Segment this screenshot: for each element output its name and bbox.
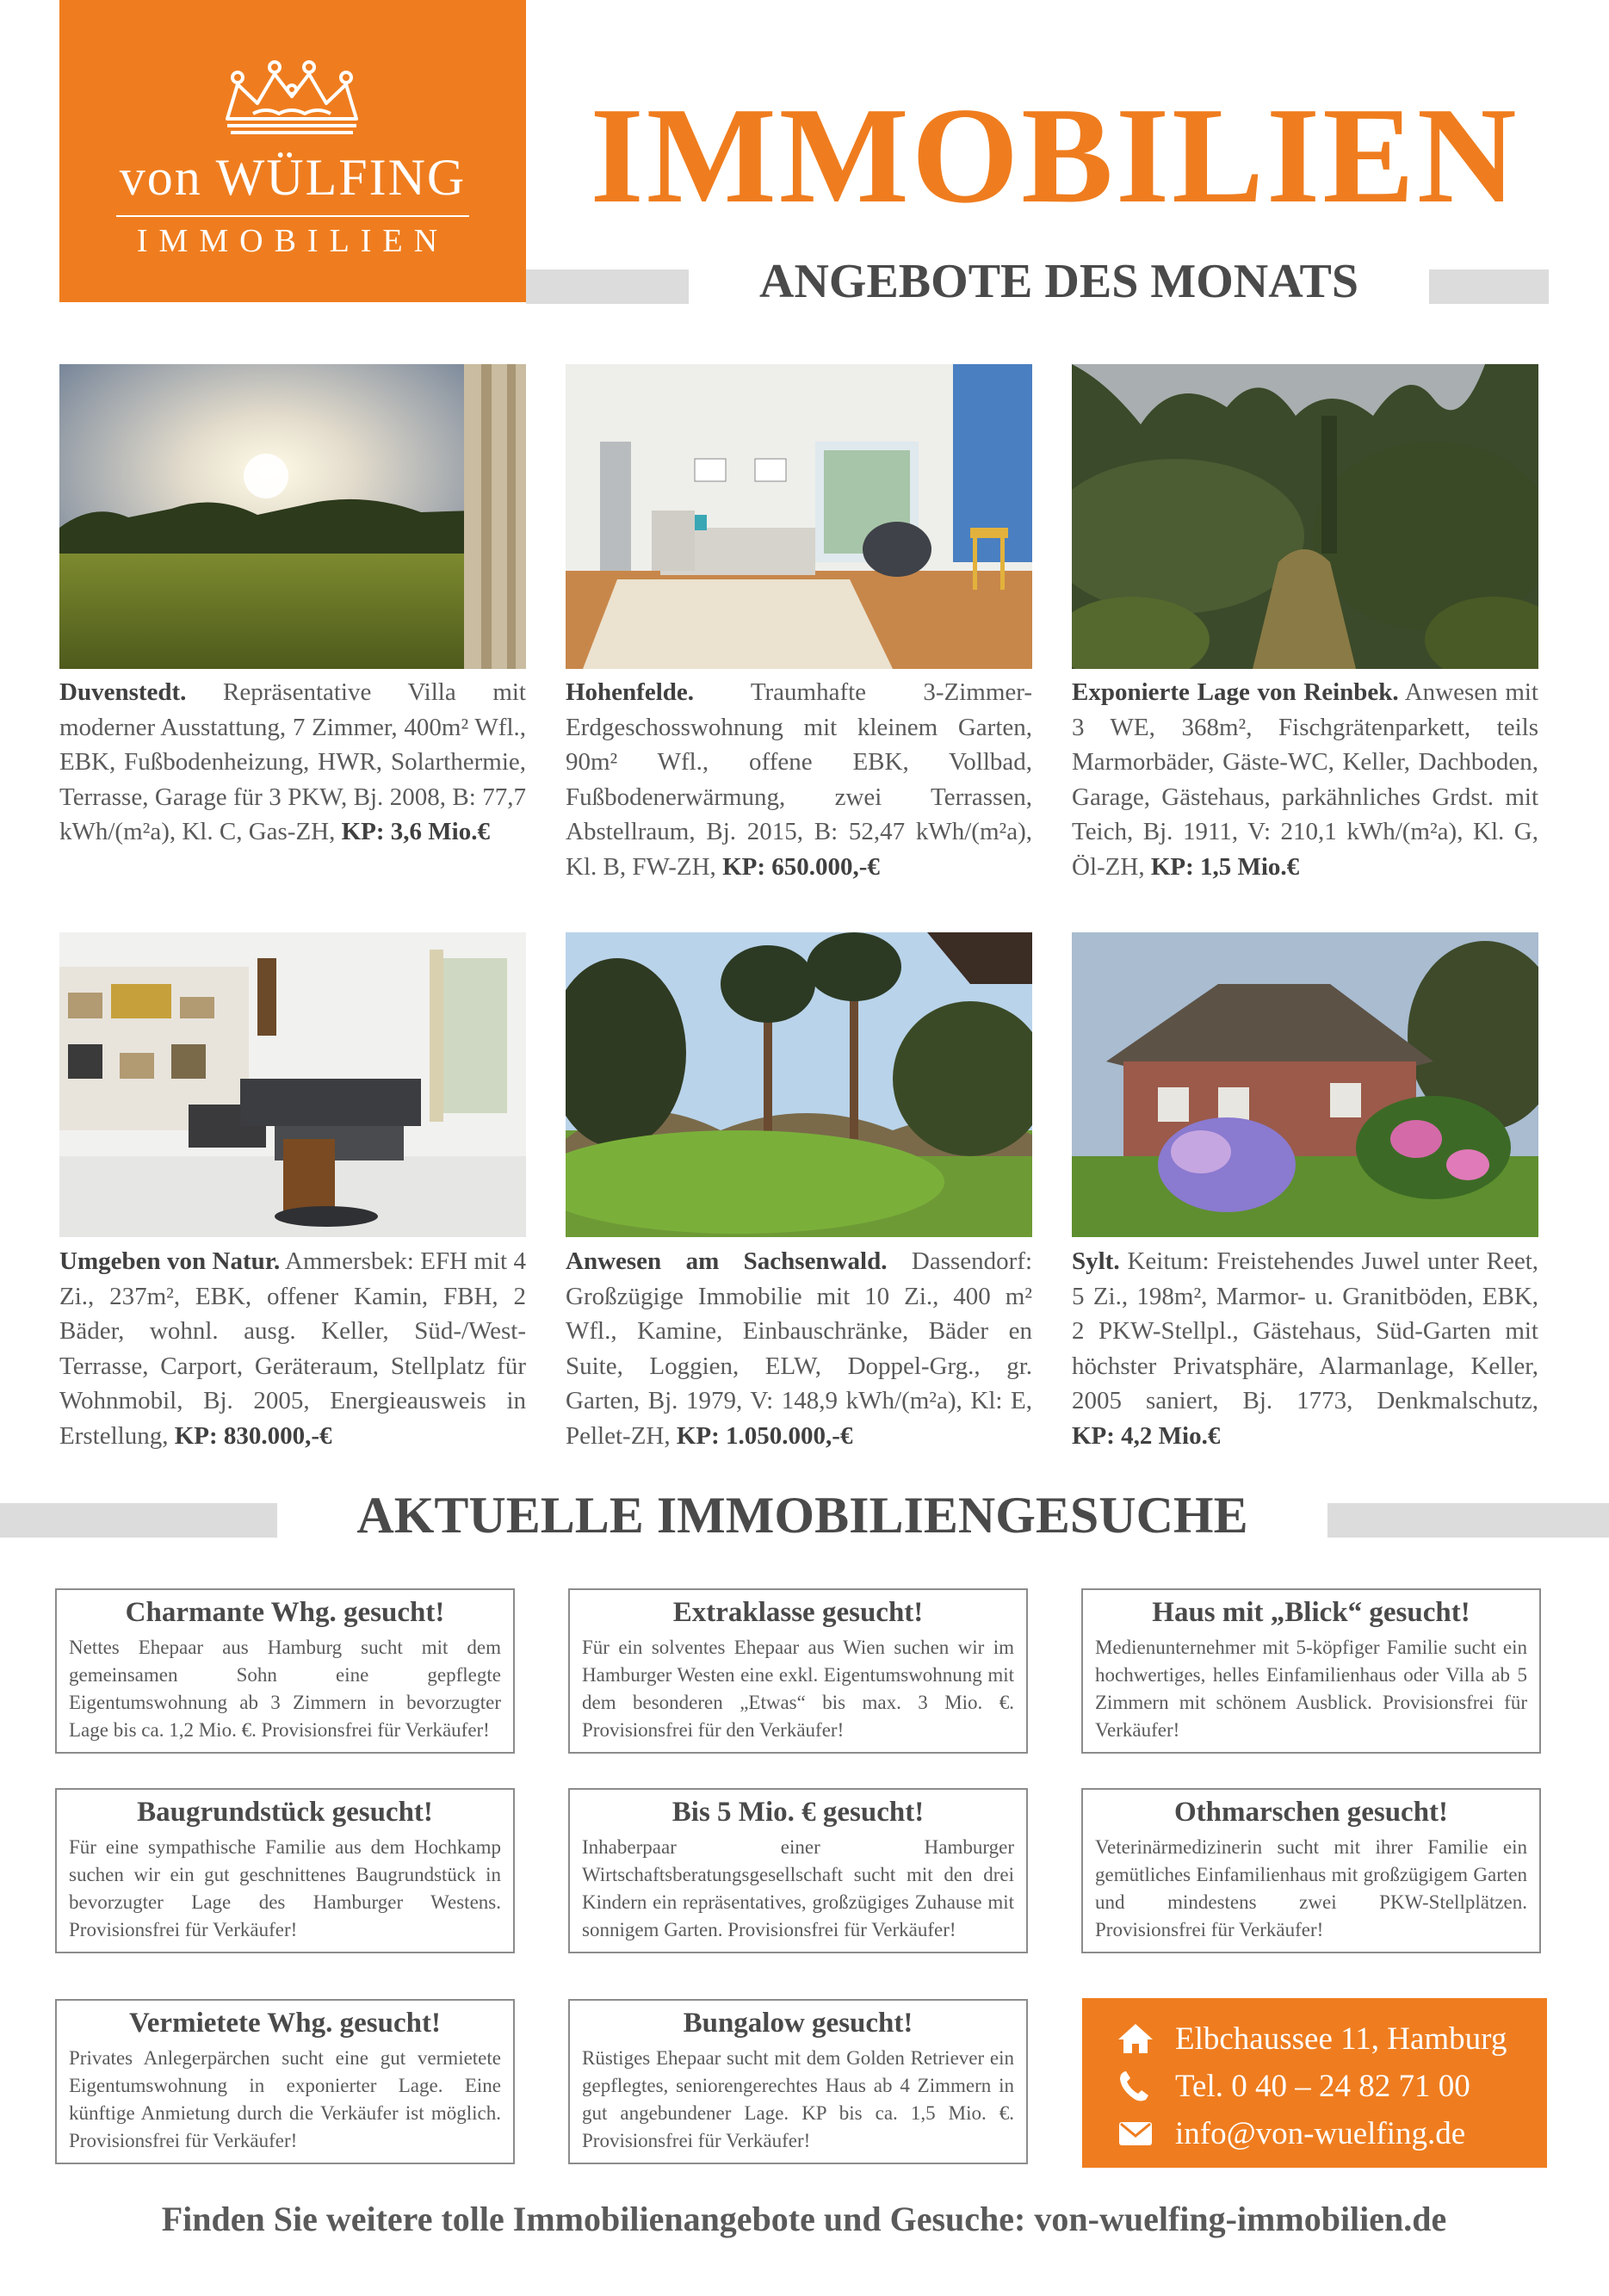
logo-divider: [116, 215, 469, 217]
photo-forest-garden[interactable]: [566, 932, 1032, 1237]
address-text: Elbchaussee 11, Hamburg: [1175, 2021, 1507, 2057]
request-card: [1081, 1788, 1541, 1953]
section-title-offers: ANGEBOTE DES MONATS: [689, 254, 1429, 309]
request-title: Extraklasse gesucht!: [672, 1597, 924, 1628]
offer-text: Repräsentative Villa mit moderner Ausstattung, 7 Zimmer, 400m² Wfl., EBK, Fußbodenheizung, HWR, Solarthermie, Terrasse, Garage für 3 PKW, Bj. 2008, B: 77,7 kWh/(m²a), Kl. C, Gas-ZH,: [59, 678, 526, 845]
offer-place: Hohenfelde.: [566, 678, 695, 706]
offer-text: Anwesen mit 3 WE, 368m², Fischgrätenparkett, teils Marmorbäder, Gäste-WC, Keller, Dachboden, Garage, Gästehaus, parkähnliches Grdst. mit Teich, Bj. 1911, V: 210,1 kWh/(m²a), Kl. G, Öl-ZH,: [1072, 678, 1538, 881]
email-text: info@von-wuelfing.de: [1175, 2115, 1466, 2151]
request-text: Inhaberpaar einer Hamburger Wirtschaftsberatungsgesellschaft sucht mit den drei Kindern ein repräsentatives, großzügiges Zuhause mit sonnigem Garten. Provisionsfrei für Verkäufer!: [582, 1836, 1014, 1940]
brand-logo: [59, 0, 526, 302]
offer-ammersbek: [59, 1244, 526, 1453]
request-title: Vermietete Whg. gesucht!: [128, 2008, 441, 2039]
offer-price: KP: 1.050.000,-€: [676, 1421, 853, 1450]
home-icon: [1117, 2021, 1154, 2056]
request-text: Nettes Ehepaar aus Hamburg sucht mit dem gemeinsamen Sohn eine gepflegte Eigentumswohnung ab 3 Zimmern in bevorzugter Lage bis ca. 1,2 Mio. €. Provisionsfrei für Verkäufer!: [69, 1637, 501, 1741]
offer-place: Umgeben von Natur.: [59, 1247, 281, 1275]
offer-price: KP: 4,2 Mio.€: [1072, 1421, 1221, 1450]
photo-living-room[interactable]: [566, 364, 1032, 669]
request-title: Charmante Whg. gesucht!: [125, 1597, 445, 1628]
offer-price: KP: 3,6 Mio.€: [341, 818, 490, 845]
contact-email[interactable]: [1117, 2112, 1465, 2155]
request-card: [55, 1788, 515, 1953]
offer-text: Keitum: Freistehendes Juwel unter Reet, 5 Zi., 198m², Marmor- u. Granitböden, EBK, 2 PKW-Stellpl., Gästehaus, Süd-Garten mit höchster Privatsphäre, Alarmanlage, Keller, 2005 saniert, Bj. 1773, Denkmalschutz,: [1072, 1247, 1539, 1414]
brand-subtitle: IMMOBILIEN: [136, 223, 449, 259]
photo-thatched-house[interactable]: [1072, 932, 1538, 1237]
request-title: Baugrundstück gesucht!: [137, 1797, 433, 1828]
request-text: Für eine sympathische Familie aus dem Hochkamp suchen wir ein gut geschnittenes Baugrundstück in bevorzugter Lage des Hamburger Westens. Provisionsfrei für Verkäufer!: [69, 1836, 501, 1940]
offer-hohenfelde: [566, 675, 1032, 884]
request-card: [1081, 1588, 1541, 1754]
offer-place: Duvenstedt.: [59, 678, 187, 706]
request-text: Veterinärmedizinerin sucht mit ihrer Familie ein gemütliches Einfamilienhaus mit großzügigem Garten und mindestens zwei PKW-Stellplätzen. Provisionsfrei für Verkäufer!: [1095, 1836, 1527, 1940]
footer-text[interactable]: Finden Sie weitere tolle Immobilienangebote und Gesuche: von-wuelfing-immobilien.de: [161, 2200, 1447, 2238]
offer-text: Ammersbek: EFH mit 4 Zi., 237m², EBK, offener Kamin, FBH, 2 Bäder, wohnl. ausg. Keller, Süd-/West-Terrasse, Carport, Geräteraum, Stellplatz für Wohnmobil, Bj. 2005, Energieausweis in Erstellung,: [59, 1247, 526, 1450]
offer-text: Dassendorf: Großzügige Immobilie mit 10 Zi., 400 m² Wfl., Kamine, Einbauschränke, Bäder en Suite, Loggien, ELW, Doppel-Grg., gr. Garten, Bj. 1979, V: 148,9 kWh/(m²a), Kl: E, Pellet-ZH,: [566, 1247, 1033, 1450]
offer-text: Traumhafte 3-Zimmer-Erdgeschosswohnung mit kleinem Garten, 90m² Wfl., offene EBK, Vollbad, Fußbodenerwärmung, zwei Terrassen, Abstellraum, Bj. 2015, B: 52,47 kWh/(m²a), Kl. B, FW-ZH,: [566, 678, 1032, 881]
contact-address: [1117, 2017, 1507, 2060]
offer-place: Exponierte Lage von Reinbek.: [1072, 678, 1399, 706]
offer-reinbek: [1072, 675, 1538, 884]
request-card: [568, 1588, 1028, 1754]
page-headline: IMMOBILIEN: [590, 78, 1519, 232]
offer-place: Anwesen am Sachsenwald.: [566, 1247, 888, 1275]
request-text: Privates Anlegerpärchen sucht eine gut vermietete Eigentumswohnung in exponierter Lage. Eine künftige Anmietung durch die Verkäufer ist möglich. Provisionsfrei für Verkäufer!: [69, 2047, 501, 2151]
offer-price: KP: 1,5 Mio.€: [1150, 852, 1300, 881]
request-card: [568, 1788, 1028, 1953]
crown-icon: [219, 59, 365, 134]
request-title: Bis 5 Mio. € gesucht!: [671, 1797, 925, 1828]
phone-icon: [1117, 2069, 1154, 2103]
request-text: Rüstiges Ehepaar sucht mit dem Golden Retriever ein gepflegtes, seniorengerechtes Haus ab 4 Zimmern in gut angebundener Lage. KP bis ca. 1,5 Mio. €. Provisionsfrei für Verkäufer!: [582, 2047, 1014, 2151]
offer-place: Sylt.: [1072, 1247, 1120, 1275]
phone-text: Tel. 0 40 – 24 82 71 00: [1175, 2068, 1470, 2104]
contact-box: [1082, 1998, 1547, 2168]
request-card: [55, 1999, 515, 2164]
offer-sachsenwald: [566, 1244, 1032, 1453]
photo-park-garden[interactable]: [1072, 364, 1538, 669]
mail-icon: [1117, 2116, 1154, 2151]
offer-price: KP: 830.000,-€: [174, 1421, 332, 1450]
request-title: Bungalow gesucht!: [683, 2008, 913, 2039]
section-title-requests: AKTUELLE IMMOBILIENGESUCHE: [277, 1486, 1327, 1545]
request-card: [55, 1588, 515, 1754]
offer-price: KP: 650.000,-€: [722, 852, 880, 881]
offer-duvenstedt: [59, 675, 526, 850]
request-text: Für ein solventes Ehepaar aus Wien suchen wir im Hamburger Westen eine exkl. Eigentumswohnung mit dem besonderen „Etwas“ bis max. 3 Mio. €. Provisionsfrei für den Verkäufer!: [582, 1637, 1014, 1741]
offer-sylt: [1072, 1244, 1538, 1453]
photo-lounge[interactable]: [59, 932, 526, 1237]
request-title: Othmarschen gesucht!: [1173, 1797, 1449, 1828]
brand-name: von WÜLFING: [119, 149, 467, 206]
request-card: [568, 1999, 1028, 2164]
request-text: Medienunternehmer mit 5-köpfiger Familie sucht ein hochwertiges, helles Einfamilienhaus oder Villa ab 5 Zimmern mit schönem Ausblick. Provisionsfrei für Verkäufer!: [1095, 1637, 1527, 1741]
contact-phone[interactable]: [1117, 2064, 1470, 2107]
photo-meadow-sunset[interactable]: [59, 364, 526, 669]
request-title: Haus mit „Blick“ gesucht!: [1152, 1597, 1470, 1628]
